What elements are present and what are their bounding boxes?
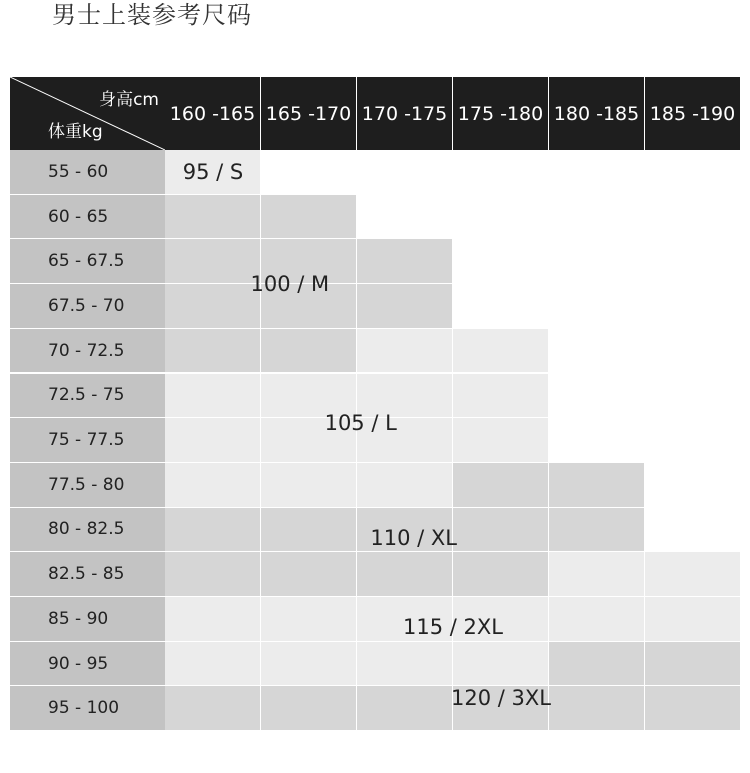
size-cell — [261, 150, 357, 195]
size-cell — [549, 463, 645, 508]
size-cell — [165, 686, 261, 731]
weight-row-label: 55 - 60 — [10, 150, 165, 195]
size-cell — [165, 552, 261, 597]
weight-row-label: 90 - 95 — [10, 642, 165, 687]
size-cell — [165, 597, 261, 642]
size-cell — [453, 642, 549, 687]
size-cell — [645, 686, 741, 731]
size-cell — [645, 195, 741, 240]
size-cell — [261, 463, 357, 508]
size-cell — [645, 284, 741, 329]
size-cell — [645, 508, 741, 553]
size-cell — [549, 329, 645, 374]
size-zone-label: 110 / XL — [370, 526, 458, 551]
weight-row-label: 82.5 - 85 — [10, 552, 165, 597]
size-cell — [549, 686, 645, 731]
size-cell — [549, 597, 645, 642]
weight-row-label: 95 - 100 — [10, 686, 165, 731]
size-cell — [357, 463, 453, 508]
size-cell — [549, 374, 645, 419]
size-cell — [453, 284, 549, 329]
table-corner-header — [10, 77, 165, 150]
weight-row-label: 85 - 90 — [10, 597, 165, 642]
size-cell — [645, 239, 741, 284]
size-cell — [453, 239, 549, 284]
size-cell — [645, 150, 741, 195]
size-zone-label: 115 / 2XL — [403, 614, 503, 639]
weight-row-label: 70 - 72.5 — [10, 329, 165, 374]
height-axis-label: 身高cm — [99, 90, 159, 110]
size-cell — [357, 552, 453, 597]
size-cell — [165, 284, 261, 329]
size-cell — [645, 552, 741, 597]
size-cell — [165, 642, 261, 687]
size-cell — [453, 552, 549, 597]
size-cell — [261, 508, 357, 553]
page-title: 男士上装参考尺码 — [52, 1, 252, 29]
size-cell — [261, 597, 357, 642]
size-cell — [357, 329, 453, 374]
size-cell — [549, 508, 645, 553]
size-cell — [165, 374, 261, 419]
weight-row-label: 67.5 - 70 — [10, 284, 165, 329]
size-cell — [261, 642, 357, 687]
size-cell — [645, 597, 741, 642]
weight-row-label: 75 - 77.5 — [10, 418, 165, 463]
size-cell — [165, 195, 261, 240]
size-zone-label: 95 / S — [182, 160, 244, 185]
size-cell — [261, 552, 357, 597]
size-cell — [549, 239, 645, 284]
weight-row-label: 77.5 - 80 — [10, 463, 165, 508]
weight-row-label: 65 - 67.5 — [10, 239, 165, 284]
size-cell — [453, 508, 549, 553]
size-zone-label: 100 / M — [250, 272, 330, 297]
size-cell — [645, 463, 741, 508]
size-cell — [645, 374, 741, 419]
height-header-cell: 180 -185 — [549, 77, 645, 150]
size-cell — [453, 418, 549, 463]
size-cell — [549, 284, 645, 329]
size-cell — [453, 463, 549, 508]
weight-row-label: 60 - 65 — [10, 195, 165, 240]
size-cell — [645, 329, 741, 374]
size-cell — [165, 329, 261, 374]
size-cell — [549, 418, 645, 463]
size-cell — [165, 239, 261, 284]
weight-row-label: 72.5 - 75 — [10, 374, 165, 419]
size-cell — [261, 686, 357, 731]
size-cell — [165, 508, 261, 553]
height-header-cell: 165 -170 — [261, 77, 357, 150]
height-header-cell: 170 -175 — [357, 77, 453, 150]
size-cell — [645, 418, 741, 463]
height-header-cell: 175 -180 — [453, 77, 549, 150]
size-cell — [165, 418, 261, 463]
size-cell — [453, 195, 549, 240]
size-cell — [453, 329, 549, 374]
weight-axis-label: 体重kg — [48, 122, 103, 142]
size-cell — [645, 642, 741, 687]
size-cell — [165, 463, 261, 508]
size-cell — [261, 195, 357, 240]
size-cell — [549, 642, 645, 687]
size-cell — [453, 374, 549, 419]
size-zone-label: 105 / L — [324, 411, 397, 436]
size-cell — [357, 284, 453, 329]
size-cell — [357, 150, 453, 195]
weight-row-label: 80 - 82.5 — [10, 508, 165, 553]
size-cell — [357, 195, 453, 240]
height-header-cell: 185 -190 — [645, 77, 741, 150]
size-cell — [261, 329, 357, 374]
size-cell — [549, 195, 645, 240]
size-zone-label: 120 / 3XL — [451, 685, 551, 710]
size-cell — [453, 150, 549, 195]
size-cell — [549, 552, 645, 597]
height-header-cell: 160 -165 — [165, 77, 261, 150]
size-cell — [549, 150, 645, 195]
size-cell — [357, 642, 453, 687]
size-cell — [357, 239, 453, 284]
size-cell — [357, 686, 453, 731]
